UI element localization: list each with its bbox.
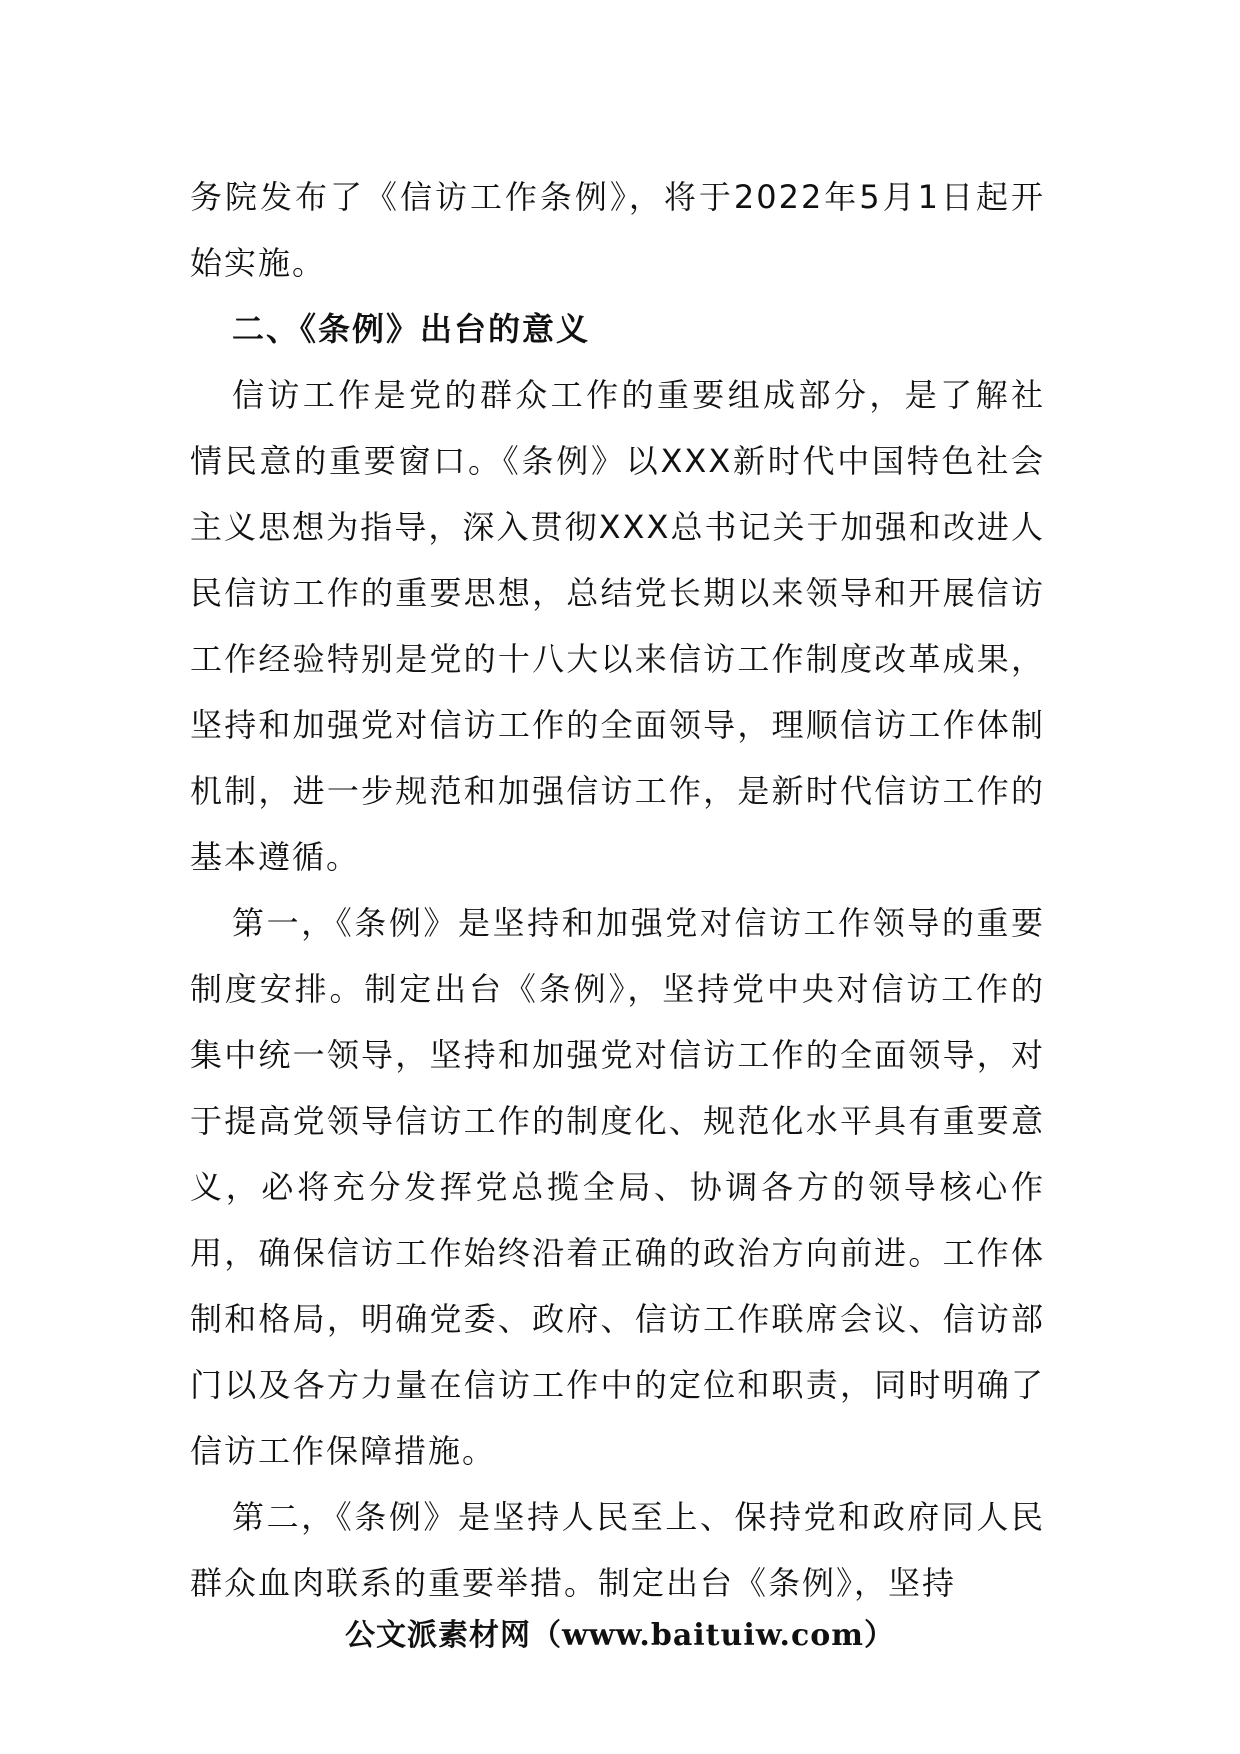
section-heading: 二、《条例》出台的意义: [232, 310, 591, 348]
paragraph-continuation: 务院发布了《信访工作条例》，将于2022年5月1日起开始实施。: [190, 178, 1045, 282]
document-body: [190, 164, 1045, 1616]
paragraph-significance: 信访工作是党的群众工作的重要组成部分，是了解社情民意的重要窗口。《条例》以XXX新时代中国特色社会主义思想为指导，深入贯彻XXX总书记关于加强和改进人民信访工作的重要思想，总结党长期以来领导和开展信访工作经验特别是党的十八大以来信访工作制度改革成果，坚持和加强党对信访工作的全面领导，理顺信访工作体制机制，进一步规范和加强信访工作，是新时代信访工作的基本遵循。: [190, 376, 1045, 876]
footer-watermark: 公文派素材网（www.baituiw.com）: [344, 1618, 896, 1653]
paragraph-first-point: 第一，《条例》是坚持和加强党对信访工作领导的重要制度安排。制定出台《条例》，坚持党中央对信访工作的集中统一领导，坚持和加强党对信访工作的全面领导，对于提高党领导信访工作的制度化、规范化水平具有重要意义，必将充分发挥党总揽全局、协调各方的领导核心作用，确保信访工作始终沿着正确的政治方向前进。工作体制和格局，明确党委、政府、信访工作联席会议、信访部门以及各方力量在信访工作中的定位和职责，同时明确了信访工作保障措施。: [190, 904, 1045, 1470]
paragraph-second-point: 第二，《条例》是坚持人民至上、保持党和政府同人民群众血肉联系的重要举措。制定出台《条例》，坚持: [190, 1498, 1045, 1602]
